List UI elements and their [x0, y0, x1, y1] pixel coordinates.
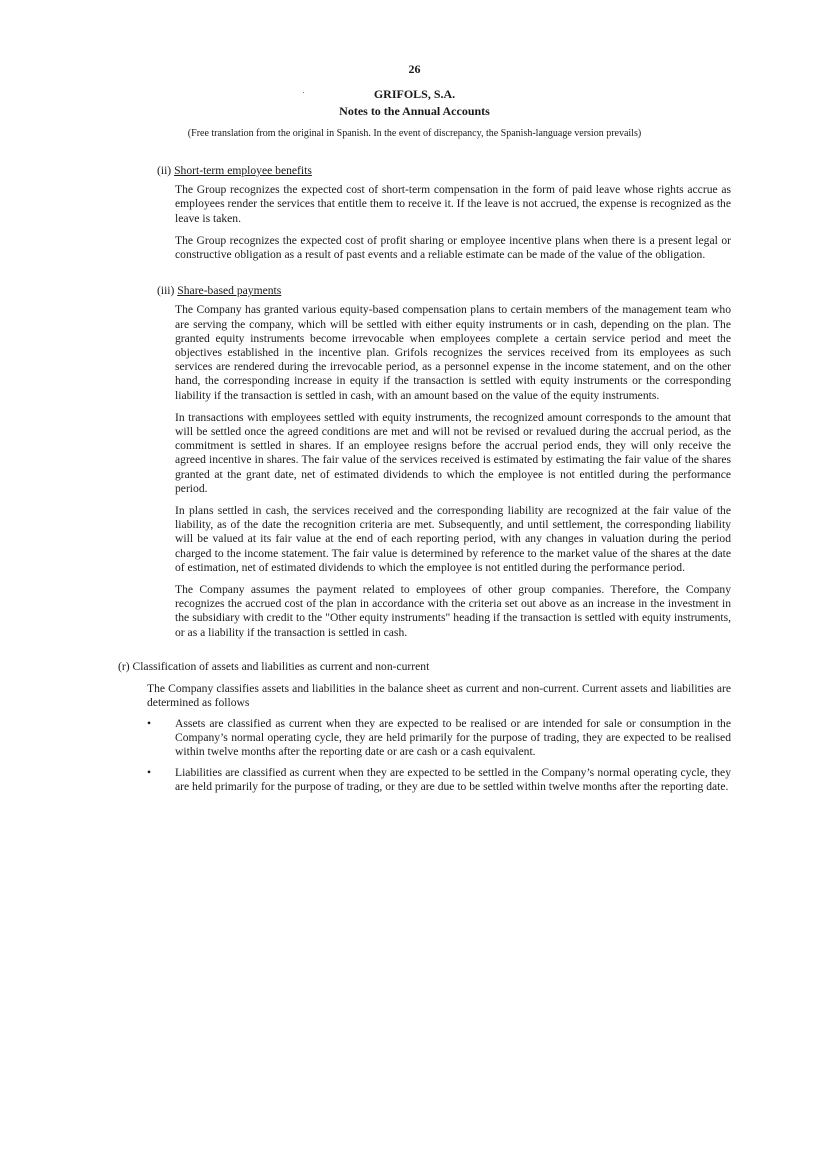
subsection-heading-share-based [157, 284, 829, 298]
paragraph: The Company has granted various equity-based compensation plans to certain members of the management team who are serving the company, which will be settled with either equity instruments or in cash, depending on the plan. The granted equity instruments become irrevocable when employees complete a certain service period and meet the objectives established in the incentive plan. Grifols recognizes the services received from its employees as such services are rendered during the irrevocable period, as a personnel expense in the income statement, and on the other hand, the corresponding increase in equity if the transaction is settled with equity instruments or the corresponding liability if the transaction is settled in cash, with an amount based on the value of the equity instruments. [175, 303, 731, 402]
list-item [147, 766, 731, 794]
page-number: 26 [408, 62, 421, 76]
paragraph: In transactions with employees settled with equity instruments, the recognized amount corresponds to the amount that will be settled once the agreed conditions are met and will not be revised or revalued during the accrual period, as the commitment is settled in shares. If an employee resigns before the accrual period ends, they will only receive the agreed incentive in shares. The fair value of the services received is estimated by estimating the fair value of the shares granted at the grant date, net of estimated dividends to which the employee is not entitled during the performance period. [175, 410, 731, 495]
translation-note: (Free translation from the original in Spanish. In the event of discrepancy, the Spanish-language version prevails) [187, 128, 642, 139]
document-body [0, 164, 829, 795]
subsection-number: (iii) [157, 284, 175, 298]
list-item-text: Liabilities are classified as current when they are expected to be settled in the Company’s normal operating cycle, they are held primarily for the purpose of trading, or they are due to be settled within twelve months after the reporting date. [175, 766, 731, 794]
paragraph: In plans settled in cash, the services received and the corresponding liability are recognized at the fair value of the liability, as of the date the recognition criteria are met. Subsequently, and until settlement, the corresponding liability will be valued at its fair value at the end of each reporting period, with any changes in valuation during the period charged to the income statement. The fair value is determined by reference to the market value of the shares at the date of estimation, net of estimated dividends to which the employee is not entitled during the performance period. [175, 504, 731, 574]
subsection-title: Share-based payments [177, 284, 282, 298]
bullet-icon: • [147, 766, 152, 780]
paragraph: The Group recognizes the expected cost of short-term compensation in the form of paid leave whose rights accrue as employees render the services that entitle them to receive it. If the leave is not accrued, the expense is recognized as the leave is taken. [175, 183, 731, 225]
list-item-text: Assets are classified as current when they are expected to be realised or are intended for sale or consumption in the Company’s normal operating cycle, they are held primarily for the purpose of trading, they are expected to be realised within twelve months after the reporting date or are cash or a cash equivalent. [175, 716, 731, 758]
paragraph: The Company assumes the payment related to employees of other group companies. Therefore, the Company recognizes the accrued cost of the plan in accordance with the criteria set out above as an increase in the investment in the subsidiary with credit to the "Other equity instruments" heading if the transaction is settled with equity instruments, or as a liability if the transaction is settled in cash. [175, 583, 731, 639]
company-name: GRIFOLS, S.A. [373, 87, 456, 101]
paragraph: The Group recognizes the expected cost of profit sharing or employee incentive plans when there is a present legal or constructive obligation as a result of past events and a reliable estimate can be made of the value of the obligation. [175, 233, 731, 262]
subsection-number: (ii) [157, 164, 172, 177]
document-title: Notes to the Annual Accounts [339, 104, 490, 118]
subsection-heading-short-term [157, 164, 829, 178]
stray-mark [303, 92, 304, 93]
section-heading-classification: (r) Classification of assets and liabilities as current and non-current [118, 659, 430, 673]
paragraph: The Company classifies assets and liabilities in the balance sheet as current and non-current. Current assets and liabilities are determined as follows [147, 682, 731, 710]
list-item [147, 716, 731, 760]
subsection-title: Short-term employee benefits [174, 164, 312, 177]
bullet-list [0, 717, 829, 795]
bullet-icon: • [147, 716, 152, 730]
